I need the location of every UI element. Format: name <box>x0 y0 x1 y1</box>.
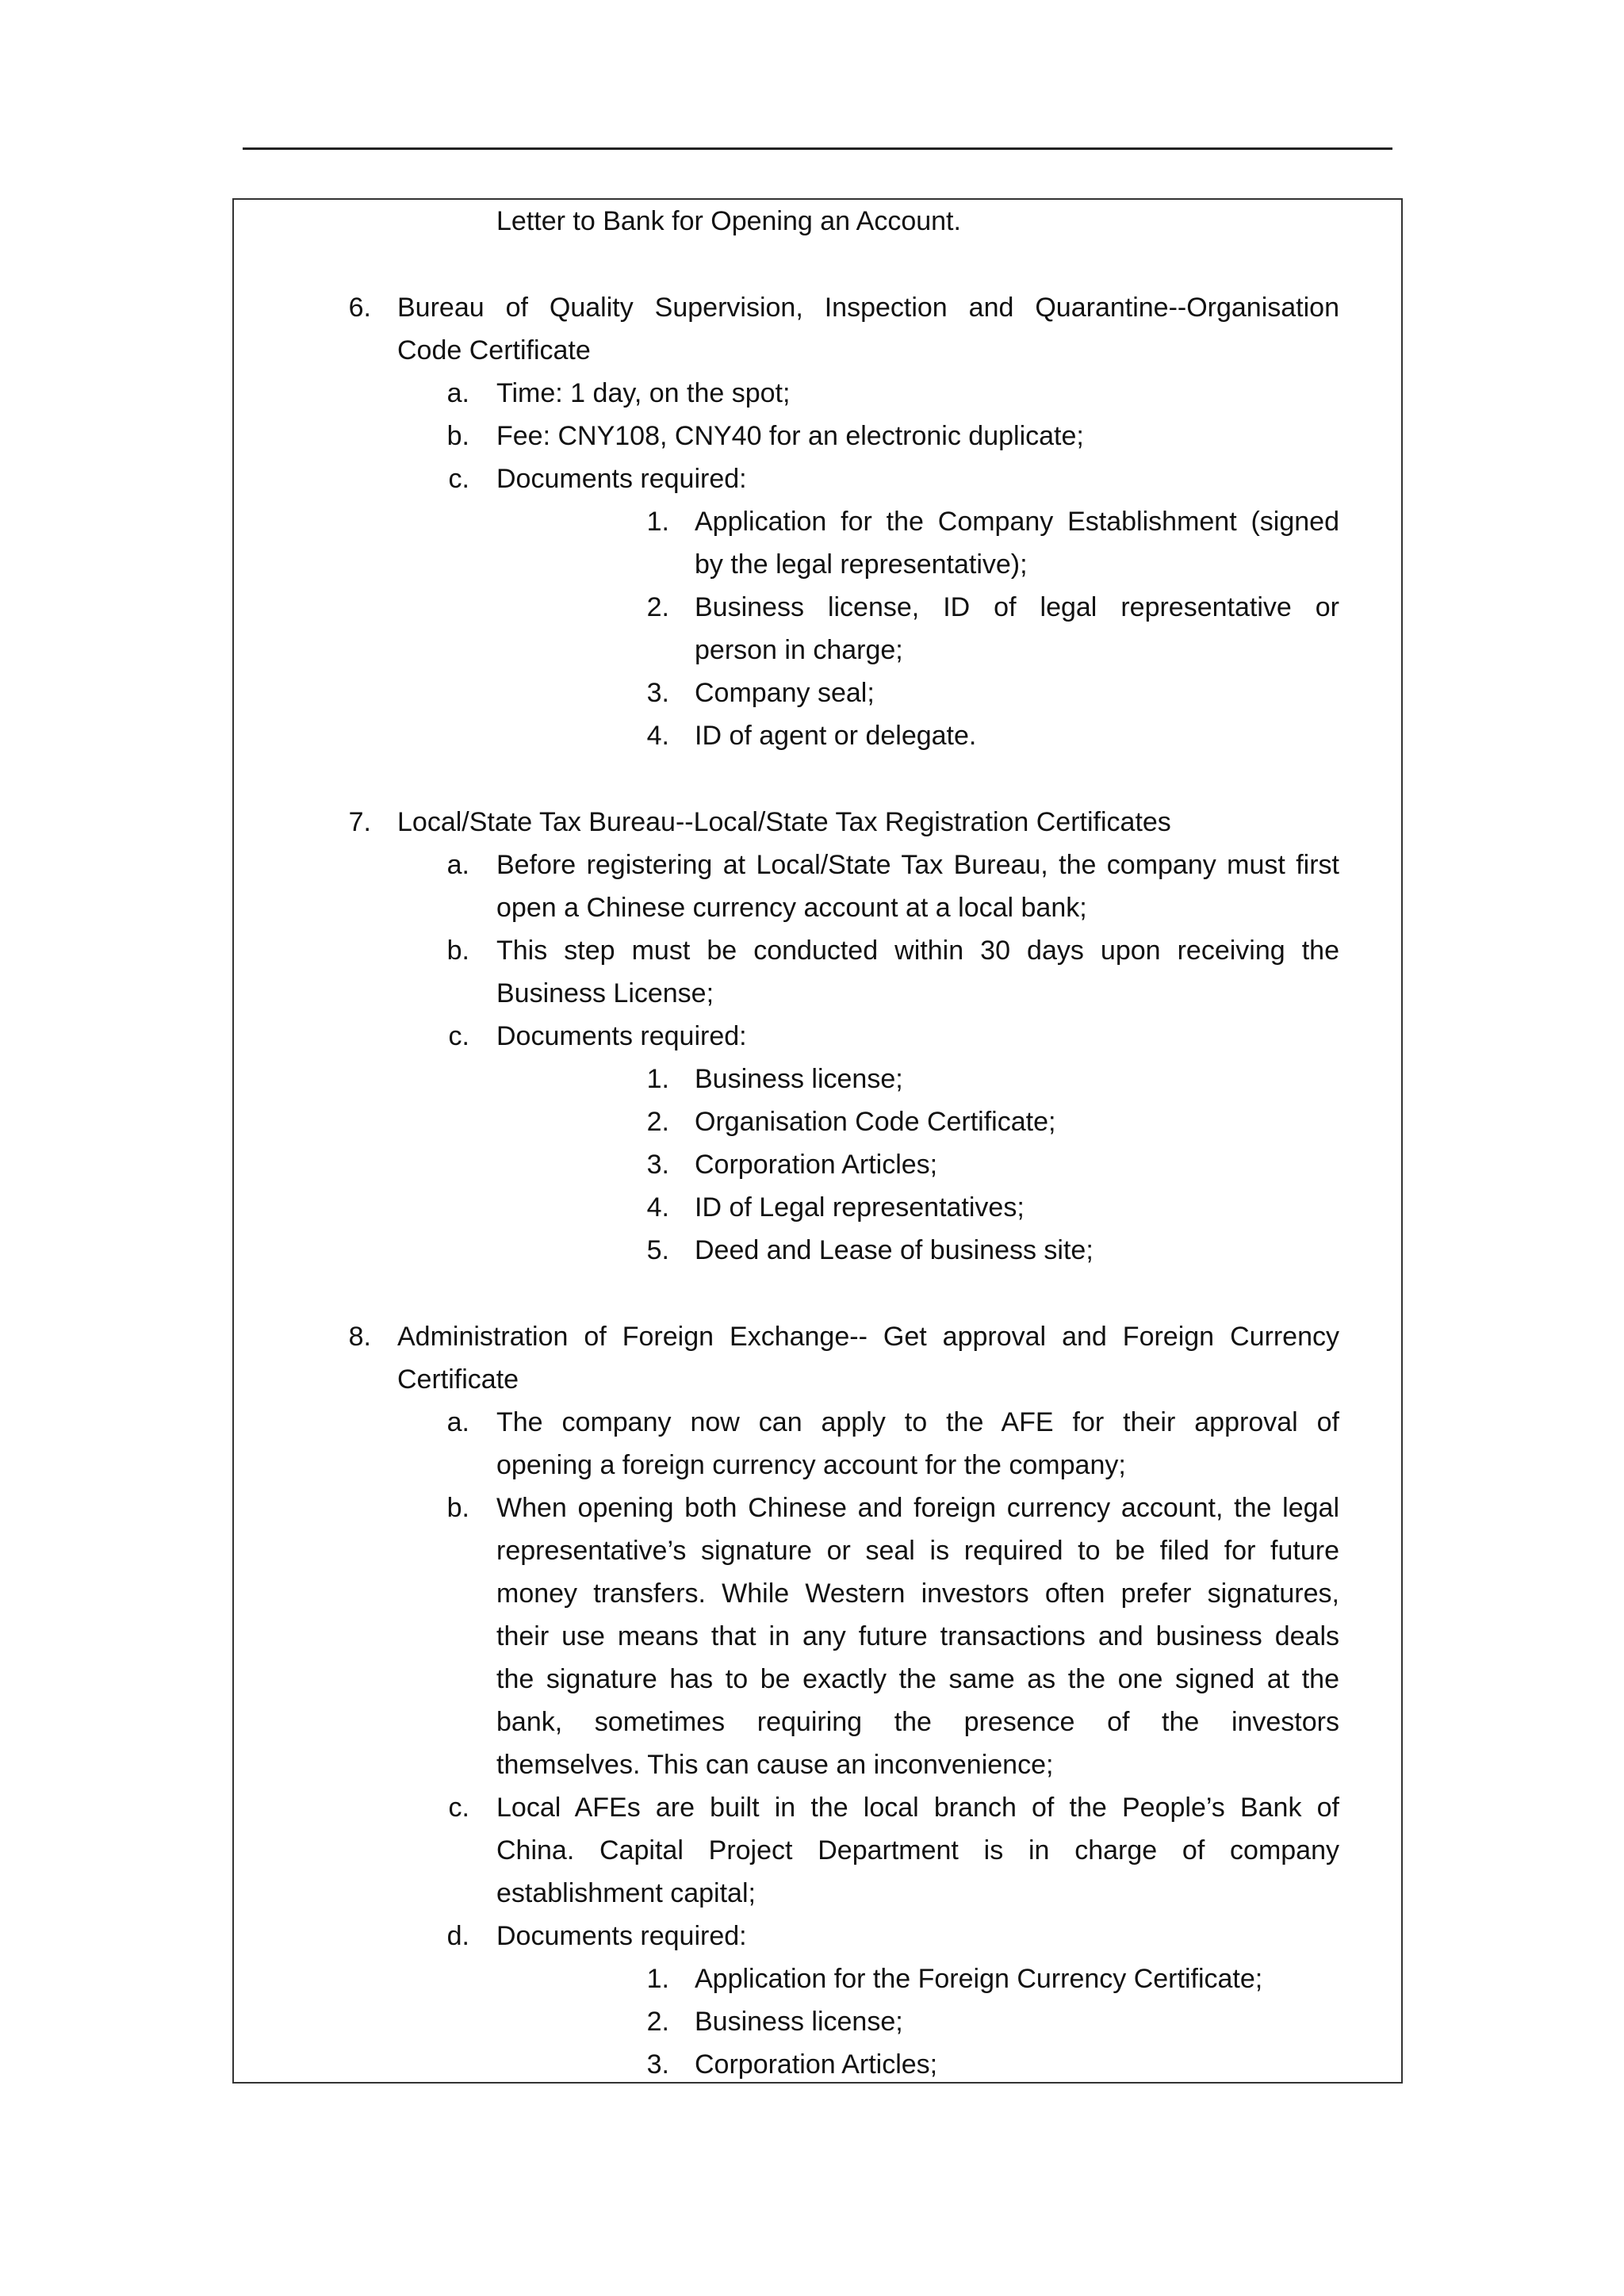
section-8-item-a-marker: a. <box>446 1407 469 1437</box>
section-7-doc-1-marker: 1. <box>646 1064 669 1094</box>
header-rule <box>243 147 1392 150</box>
section-7-doc-1: Business license; <box>695 1064 903 1094</box>
section-6-doc-1-line1: Application for the Company Establishment (signed <box>695 507 1339 537</box>
section-6-number: 6. <box>348 293 371 323</box>
section-8-title-line1: Administration of Foreign Exchange-- Get approval and Foreign Currency <box>397 1322 1339 1352</box>
section-6-doc-2-marker: 2. <box>646 592 669 622</box>
section-7-doc-2-marker: 2. <box>646 1107 669 1137</box>
section-7-item-b-marker: b. <box>446 936 469 966</box>
section-8-item-c-line2: China. Capital Project Department is in charge of company <box>496 1835 1339 1866</box>
section-8-item-b-line4: their use means that in any future transactions and business deals <box>496 1621 1339 1651</box>
section-7-item-b-line1: This step must be conducted within 30 days upon receiving the <box>496 936 1339 966</box>
section-7-item-a-marker: a. <box>446 850 469 880</box>
section-7-doc-2: Organisation Code Certificate; <box>695 1107 1056 1137</box>
section-8-item-b-line7: themselves. This can cause an inconvenience; <box>496 1750 1054 1780</box>
section-8-title-line2: Certificate <box>397 1364 519 1395</box>
section-8-item-b-line1: When opening both Chinese and foreign currency account, the legal <box>496 1493 1339 1523</box>
section-8-doc-2-marker: 2. <box>646 2007 669 2037</box>
section-6-item-b: Fee: CNY108, CNY40 for an electronic duplicate; <box>496 421 1084 451</box>
section-8-item-c-line1: Local AFEs are built in the local branch of the People’s Bank of <box>496 1793 1339 1823</box>
section-7-title: Local/State Tax Bureau--Local/State Tax Registration Certificates <box>397 807 1171 837</box>
section-8-item-c-marker: c. <box>448 1793 469 1823</box>
section-7-doc-4: ID of Legal representatives; <box>695 1192 1025 1223</box>
section-6-title-line2: Code Certificate <box>397 335 591 365</box>
section-7-item-b-line2: Business License; <box>496 978 714 1008</box>
section-8-item-d-marker: d. <box>446 1921 469 1951</box>
section-6-title-line1: Bureau of Quality Supervision, Inspection and Quarantine--Organisation <box>397 293 1339 323</box>
section-7-doc-5: Deed and Lease of business site; <box>695 1235 1094 1265</box>
section-8-number: 8. <box>348 1322 371 1352</box>
section-6-item-c-marker: c. <box>448 464 469 494</box>
section-6-item-c: Documents required: <box>496 464 747 494</box>
section-8-item-d: Documents required: <box>496 1921 747 1951</box>
section-7-item-c-marker: c. <box>448 1021 469 1051</box>
section-8-item-c-line3: establishment capital; <box>496 1878 756 1908</box>
section-8-item-b-line6: bank, sometimes requiring the presence of the investors <box>496 1707 1339 1737</box>
section-7-doc-3: Corporation Articles; <box>695 1150 938 1180</box>
section-6-doc-4-marker: 4. <box>646 721 669 751</box>
section-6-doc-2-line2: person in charge; <box>695 635 903 665</box>
section-8-doc-1-marker: 1. <box>646 1964 669 1994</box>
section-7-doc-5-marker: 5. <box>646 1235 669 1265</box>
section-8-item-a-line2: opening a foreign currency account for the company; <box>496 1450 1126 1480</box>
section-6-doc-3: Company seal; <box>695 678 875 708</box>
section-8-item-b-line5: the signature has to be exactly the same as the one signed at the <box>496 1664 1339 1694</box>
section-7-item-c: Documents required: <box>496 1021 747 1051</box>
section-7-item-a-line2: open a Chinese currency account at a local bank; <box>496 893 1087 923</box>
section-6-item-a: Time: 1 day, on the spot; <box>496 378 791 408</box>
section-6-item-b-marker: b. <box>446 421 469 451</box>
section-7-item-a-line1: Before registering at Local/State Tax Bureau, the company must first <box>496 850 1339 880</box>
section-8-doc-3-marker: 3. <box>646 2049 669 2080</box>
section-8-doc-3: Corporation Articles; <box>695 2049 938 2080</box>
section-8-doc-1: Application for the Foreign Currency Certificate; <box>695 1964 1263 1994</box>
section-6-doc-1-line2: by the legal representative); <box>695 549 1028 580</box>
section-7-doc-3-marker: 3. <box>646 1150 669 1180</box>
section-8-item-b-line3: money transfers. While Western investors often prefer signatures, <box>496 1578 1339 1609</box>
lead-text: Letter to Bank for Opening an Account. <box>496 206 961 236</box>
section-6-doc-4: ID of agent or delegate. <box>695 721 977 751</box>
section-6-item-a-marker: a. <box>446 378 469 408</box>
section-6-doc-3-marker: 3. <box>646 678 669 708</box>
section-8-item-a-line1: The company now can apply to the AFE for their approval of <box>496 1407 1339 1437</box>
section-7-doc-4-marker: 4. <box>646 1192 669 1223</box>
section-8-doc-2: Business license; <box>695 2007 903 2037</box>
section-6-doc-1-marker: 1. <box>646 507 669 537</box>
section-6-doc-2-line1: Business license, ID of legal representative or <box>695 592 1339 622</box>
section-8-item-b-line2: representative’s signature or seal is required to be filed for future <box>496 1536 1339 1566</box>
section-8-item-b-marker: b. <box>446 1493 469 1523</box>
section-7-number: 7. <box>348 807 371 837</box>
